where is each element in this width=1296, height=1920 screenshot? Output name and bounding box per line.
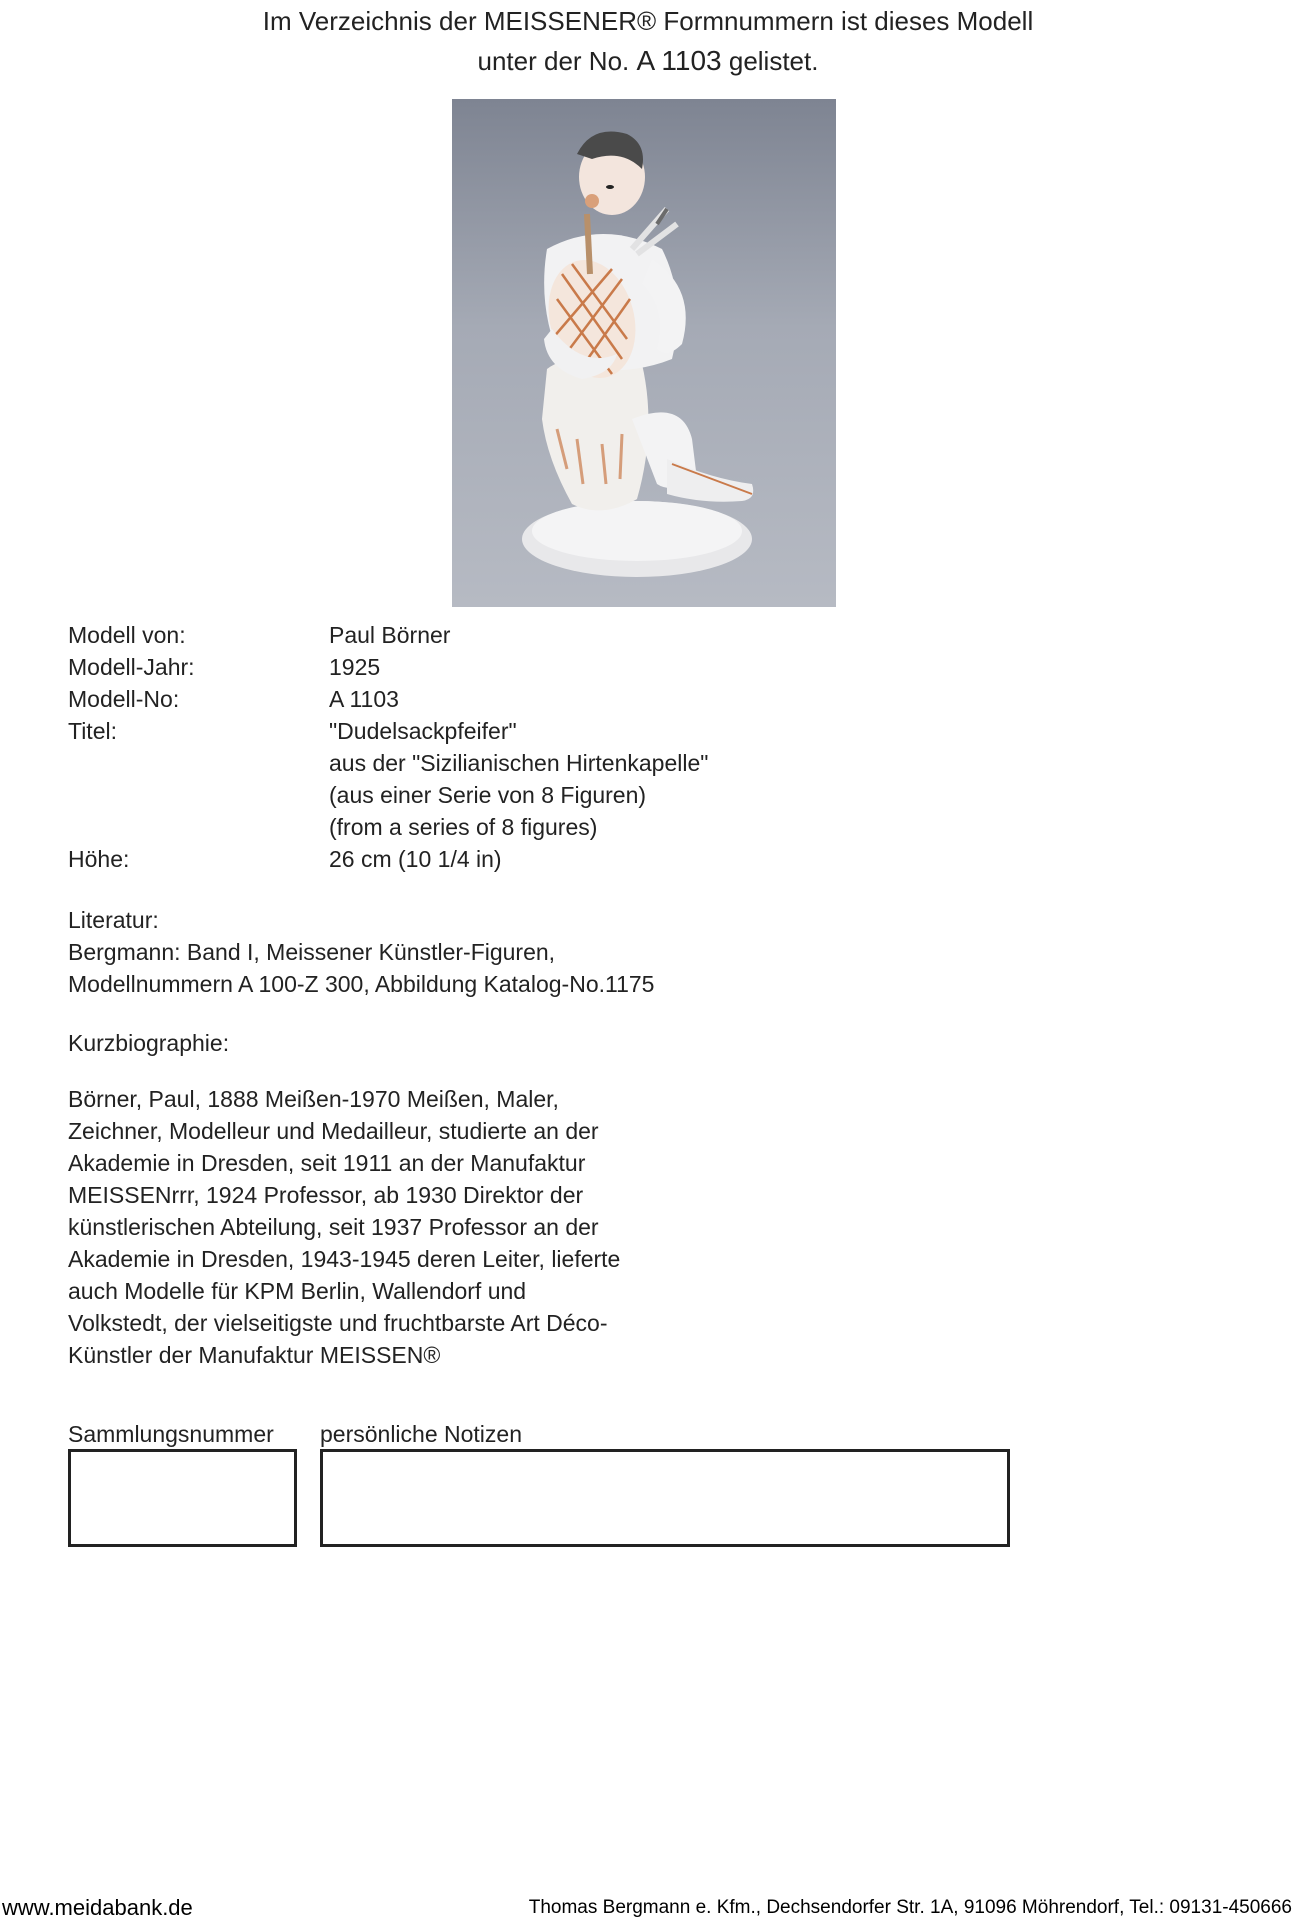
model-facts [68,619,968,875]
literature-text [68,936,768,1000]
footer-website: www.meidabank.de [2,1895,193,1920]
fact-value-line: 26 cm (10 1/4 in) [329,846,502,872]
literature-line: Modellnummern A 100-Z 300, Abbildung Katalog-No.1175 [68,971,655,997]
fact-value-line: (from a series of 8 figures) [329,814,598,840]
header-suffix: gelistet. [728,46,819,76]
notes-field[interactable] [320,1449,1010,1547]
fact-label: Modell von: [68,622,186,648]
biography-line: MEISSENrrr, 1924 Professor, ab 1930 Direktor der [68,1182,584,1208]
bagpiper-figurine-illustration [452,99,836,607]
fact-value-line: "Dudelsackpfeifer" [329,718,517,744]
notes-label: persönliche Notizen [320,1421,523,1447]
fact-row-author [68,619,968,651]
header-line-1: Im Verzeichnis der MEISSENER® Formnummern ist dieses Modell [262,6,1034,36]
fact-value-line: A 1103 [329,686,399,712]
biography-line: Künstler der Manufaktur MEISSEN® [68,1342,441,1368]
page-header [0,2,1296,81]
header-prefix: unter der No. [477,46,630,76]
biography-line: Akademie in Dresden, seit 1911 an der Manufaktur [68,1150,586,1176]
fact-row-model-no [68,683,968,715]
fact-value-line: (aus einer Serie von 8 Figuren) [329,782,647,808]
header-line-2 [0,41,1296,81]
fact-label: Modell-Jahr: [68,654,195,680]
biography-line: auch Modelle für KPM Berlin, Wallendorf und [68,1278,527,1304]
biography-line: Zeichner, Modelleur und Medailleur, studierte an der [68,1118,599,1144]
biography-heading: Kurzbiographie: [68,1030,230,1056]
fact-value-line: 1925 [329,654,381,680]
fact-row-year [68,651,968,683]
figurine-photo [452,99,836,607]
fact-value [329,651,968,683]
biography-line: künstlerischen Abteilung, seit 1937 Professor an der [68,1214,599,1240]
fact-value [329,683,968,715]
header-model-number: A 1103 [636,45,722,76]
fact-value-line: Paul Börner [329,622,451,648]
biography-text [68,1083,668,1371]
fact-label: Titel: [68,718,117,744]
fact-label: Höhe: [68,846,130,872]
fact-value [329,619,968,651]
fact-value [329,843,968,875]
footer-address: Thomas Bergmann e. Kfm., Dechsendorfer Str. 1A, 91096 Möhrendorf, Tel.: 09131-450666 [528,1897,1292,1918]
fact-value [329,715,968,843]
fact-row-title [68,715,968,843]
biography-line: Volkstedt, der vielseitigste und fruchtbarste Art Déco- [68,1310,608,1336]
literature-line: Bergmann: Band I, Meissener Künstler-Figuren, [68,939,556,965]
collection-number-field[interactable] [68,1449,297,1547]
literature-heading: Literatur: [68,907,159,933]
biography-line: Akademie in Dresden, 1943-1945 deren Leiter, lieferte [68,1246,621,1272]
fact-label: Modell-No: [68,686,180,712]
biography-line: Börner, Paul, 1888 Meißen-1970 Meißen, Maler, [68,1086,559,1112]
fact-row-height [68,843,968,875]
collection-number-label: Sammlungsnummer [68,1421,274,1447]
fact-value-line: aus der "Sizilianischen Hirtenkapelle" [329,750,709,776]
